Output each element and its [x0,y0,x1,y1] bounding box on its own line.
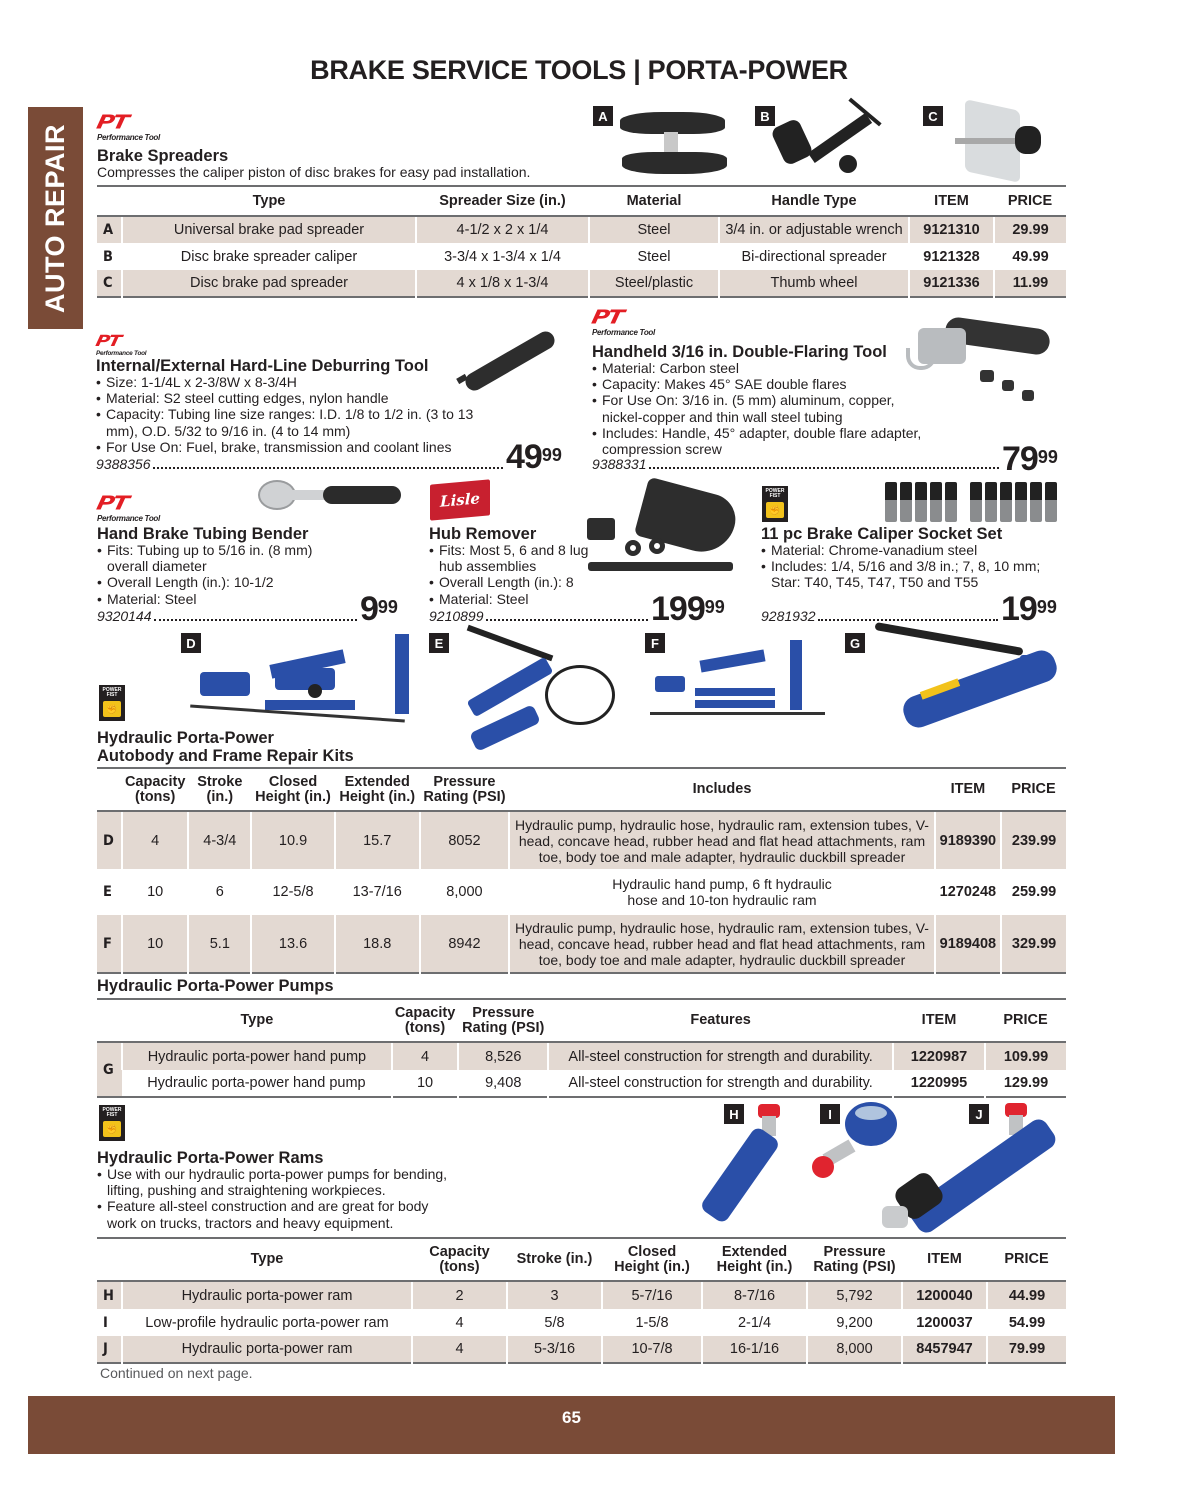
table-row [97,869,1066,915]
brake-spreaders-title: Brake Spreaders [97,147,229,165]
image-label-h: H [724,1104,744,1124]
col-stroke: Stroke (in.) [197,773,243,805]
cell-capacity: 10 [122,869,188,915]
powerfist-logo [99,1105,125,1141]
socket-bit-icon [1045,482,1057,522]
tubing-bender-price [360,592,398,626]
col-handle-type: Handle Type [771,192,857,209]
leader-dots [818,619,998,621]
price-whole: 49 [506,438,542,476]
row-key: H [97,1281,122,1309]
cell-price: 109.99 [985,1042,1066,1070]
cell-stroke: 4-3/4 [188,811,251,869]
cell-closed-height: 5-7/16 [602,1281,702,1309]
hub-remover-price [651,592,725,626]
image-label-j: J [969,1104,989,1124]
cell-size: 3-3/4 x 1-3/4 x 1/4 [416,243,589,270]
section-tab-label: AUTO REPAIR [40,123,71,313]
col-features: Features [690,1012,751,1028]
cell-item: 1200037 [902,1309,987,1336]
fist-icon: ✊ [103,701,121,717]
pt-logo-name: Performance Tool [96,349,147,357]
table-row [97,1336,1066,1363]
spec-item: • Material: S2 steel cutting edges, nylon handle [96,390,486,406]
col-item: ITEM [921,1012,957,1028]
cell-material: Steel/plastic [589,270,719,297]
cell-closed-height: 10.9 [251,811,335,869]
col-key [97,999,122,1042]
deburring-tool-sku-line [96,456,506,472]
table-row [97,270,1066,297]
spec-item: • Capacity: Makes 45° SAE double flares [592,376,922,392]
continued-note: Continued on next page. [100,1365,253,1381]
price-cents: 99 [704,597,725,617]
cell-price: 239.99 [1001,811,1066,869]
col-includes: Includes [692,781,752,797]
footer-bar [28,1396,1115,1454]
cell-price: 54.99 [987,1309,1066,1336]
spec-item: • Fits: Tubing up to 5/16 in. (8 mm) overall diameter [97,542,342,574]
col-item: ITEM [927,1251,962,1267]
cell-size: 4 x 1/8 x 1-3/4 [416,270,589,297]
fist-icon: ✊ [766,502,784,518]
deburring-tool-title: Internal/External Hard-Line Deburring Tool [96,357,429,375]
cell-item: 9121310 [909,216,994,243]
cell-stroke: 6 [188,869,251,915]
socket-bit-icon [945,482,957,522]
cell-item: 9121328 [909,243,994,270]
hub-remover-specs [429,542,594,607]
spec-item: • Material: Carbon steel [592,360,922,376]
col-extended-height: Extended Height (in.) [716,1243,793,1275]
cell-extended-height: 8-7/16 [702,1281,807,1309]
col-key [97,186,122,216]
tubing-bender-title: Hand Brake Tubing Bender [97,525,309,543]
cell-extended-height: 15.7 [335,811,420,869]
rams-table [97,1237,1066,1364]
cell-includes: Hydraulic pump, hydraulic hose, hydraulic ram, extension tubes, V-head, concave head, rubber head and flat head attachments, ram toe, body toe and male adapter, hydraulic duckbill spreader [509,811,934,869]
performance-tool-logo [94,491,177,523]
col-material: Material [626,192,682,209]
cell-extended-height: 16-1/16 [702,1336,807,1363]
col-type: Type [252,192,286,209]
table-row [97,1281,1066,1309]
socket-set-sku-line [761,608,1001,624]
leader-dots [486,619,648,621]
cell-price: 259.99 [1001,869,1066,915]
cell-handle: Bi-directional spreader [719,243,909,270]
leader-dots [154,619,357,621]
col-key [97,768,122,811]
spec-item: • Capacity: Tubing line size ranges: I.D. 1/8 to 1/2 in. (3 to 13 mm), O.D. 5/32 to 9/16 in. (4 to 14 mm) [96,406,486,438]
powerfist-logo [99,685,125,721]
cell-price: 11.99 [994,270,1066,297]
performance-tool-logo [589,305,672,337]
sku-number: 9388356 [96,456,151,472]
repair-kit-e-image [455,630,630,750]
col-price: PRICE [1007,192,1053,209]
cell-price: 29.99 [994,216,1066,243]
ram-h-image [680,1100,790,1235]
rams-title: Hydraulic Porta-Power Rams [97,1149,324,1167]
spec-item: • Material: Steel [429,591,594,607]
cell-pressure: 9,200 [807,1309,902,1336]
hand-pump-g-image [870,625,1070,745]
price-whole: 9 [360,590,378,628]
price-cents: 99 [377,597,398,617]
disc-brake-pad-spreader-image [945,100,1055,180]
spec-item: • Size: 1-1/4L x 2-3/8W x 8-3/4H [96,374,486,390]
spec-item: • Feature all-steel construction and are great for body work on trucks, tractors and heavy equipment. [97,1198,457,1230]
pt-logo-mark: PT [589,305,625,329]
cell-pressure: 8,000 [807,1336,902,1363]
socket-set-title: 11 pc Brake Caliper Socket Set [761,525,1003,543]
socket-set-image [885,482,1065,524]
page-title: BRAKE SERVICE TOOLS | PORTA-POWER [310,55,848,85]
col-capacity: Capacity (tons) [124,773,186,805]
price-whole: 79 [1002,440,1038,478]
disc-brake-spreader-caliper-image [775,100,890,180]
cell-price: 79.99 [987,1336,1066,1363]
col-price: PRICE [1011,781,1056,797]
cell-pressure: 8052 [420,811,510,869]
performance-tool-logo [94,110,177,142]
col-closed-height: Closed Height (in.) [614,1243,690,1275]
socket-bit-icon [900,482,912,522]
col-price: PRICE [1004,1251,1049,1267]
price-cents: 99 [541,445,562,465]
image-label-g: G [845,633,865,653]
row-key: A [97,216,122,243]
col-type: Type [240,1012,274,1028]
sku-number: 9320144 [97,608,152,624]
spec-item: • Use with our hydraulic porta-power pumps for bending, lifting, pushing and straightening workpieces. [97,1166,487,1198]
socket-bit-icon [1000,482,1012,522]
table-row [97,1042,1066,1070]
socket-bit-icon [915,482,927,522]
table-row [97,243,1066,270]
cell-pressure: 9,408 [458,1070,548,1097]
row-key: D [97,811,122,869]
tubing-bender-specs [97,542,342,607]
col-closed-height: Closed Height (in.) [255,773,331,805]
pumps-table [97,998,1066,1098]
spec-item: • Material: Chrome-vanadium steel [761,542,1071,558]
socket-bit-icon [930,482,942,522]
cell-closed-height: 1-5/8 [602,1309,702,1336]
col-pressure-rating: Pressure Rating (PSI) [462,1004,545,1036]
universal-brake-pad-spreader-image [620,110,735,180]
cell-type: Hydraulic porta-power ram [122,1336,412,1363]
spec-item: • Overall Length (in.): 10-1/2 [97,574,342,590]
repair-kits-table [97,767,1066,974]
cell-features: All-steel construction for strength and durability. [548,1070,893,1097]
hub-remover-sku-line [429,608,651,624]
image-label-c: C [923,106,943,126]
hub-remover-title: Hub Remover [429,525,537,543]
table-row [97,811,1066,869]
row-key: I [103,1314,108,1331]
repair-kits-title-line1: Hydraulic Porta-Power [97,729,274,747]
cell-closed-height: 12-5/8 [251,869,335,915]
ram-j-image [880,1100,1060,1235]
cell-handle: Thumb wheel [719,270,909,297]
powerfist-logo-text: POWER FIST [765,488,785,499]
leader-dots [649,467,999,469]
cell-pressure: 8942 [420,915,510,973]
cell-pressure: 8,000 [420,869,510,915]
pt-logo-name: Performance Tool [592,328,655,337]
sku-number: 9210899 [429,608,484,624]
cell-includes: Hydraulic hand pump, 6 ft hydraulic hose and 10-ton hydraulic ram [509,869,934,915]
cell-size: 4-1/2 x 2 x 1/4 [416,216,589,243]
page-number: 65 [562,1408,581,1427]
brake-spreaders-description: Compresses the caliper piston of disc brakes for easy pad installation. [97,164,531,180]
cell-item: 1220987 [893,1042,985,1070]
table-row [97,1309,1066,1336]
col-extended-height: Extended Height (in.) [339,773,416,805]
pt-logo-mark: PT [94,331,122,350]
fist-icon: ✊ [103,1121,121,1137]
cell-extended-height: 13-7/16 [335,869,420,915]
col-pressure-rating: Pressure Rating (PSI) [813,1243,896,1275]
cell-type: Universal brake pad spreader [122,216,416,243]
socket-bit-icon [1030,482,1042,522]
cell-stroke: 5-3/16 [507,1336,602,1363]
socket-bit-icon [885,482,897,522]
cell-material: Steel [589,243,719,270]
double-flaring-tool-specs [592,360,922,457]
image-label-f: F [645,633,665,653]
table-row [97,915,1066,973]
cell-price: 329.99 [1001,915,1066,973]
repair-kit-d-image [190,632,415,732]
cell-type: Hydraulic porta-power ram [122,1281,412,1309]
double-flaring-tool-image [900,318,1060,413]
row-key: G [97,1042,122,1097]
spec-item: • Includes: 1/4, 5/16 and 3/8 in.; 7, 8, 10 mm; Star: T40, T45, T47, T50 and T55 [761,558,1066,590]
col-stroke: Stroke (in.) [516,1251,593,1267]
pumps-title: Hydraulic Porta-Power Pumps [97,977,334,995]
price-cents: 99 [1036,597,1057,617]
table-row [97,1070,1066,1097]
pt-logo-name: Performance Tool [97,133,160,142]
image-label-i: I [820,1104,840,1124]
cell-item: 1200040 [902,1281,987,1309]
powerfist-logo-text: POWER FIST [102,1107,122,1118]
cell-item: 9121336 [909,270,994,297]
col-item: ITEM [950,781,986,797]
row-key: J [97,1336,122,1363]
row-key: C [97,270,122,297]
sku-number: 9281932 [761,608,816,624]
cell-handle: 3/4 in. or adjustable wrench [719,216,909,243]
sku-number: 9388331 [592,456,647,472]
cell-includes: Hydraulic pump, hydraulic hose, hydraulic ram, extension tubes, V-head, concave head, rubber head and flat head attachments, ram toe, body toe and male adapter, hydraulic duckbill spreader [509,915,934,973]
cell-item: 9189408 [935,915,1001,973]
col-price: PRICE [1003,1012,1048,1028]
row-key: E [103,884,112,900]
socket-set-specs [761,542,1071,591]
price-whole: 199 [651,590,705,628]
cell-capacity: 4 [412,1309,507,1336]
hub-remover-image [585,488,745,578]
cell-item: 8457947 [902,1336,987,1363]
cell-extended-height: 2-1/4 [702,1309,807,1336]
image-label-b: B [755,106,775,126]
cell-capacity: 10 [392,1070,458,1097]
cell-extended-height: 18.8 [335,915,420,973]
col-spreader-size: Spreader Size (in.) [439,192,566,209]
spec-item: • Material: Steel [97,591,342,607]
cell-closed-height: 13.6 [251,915,335,973]
col-key [97,1238,122,1281]
cell-pressure: 8,526 [458,1042,548,1070]
powerfist-logo [762,486,788,522]
cell-type: Hydraulic porta-power hand pump [147,1075,366,1091]
socket-set-price [1001,592,1057,626]
double-flaring-tool-sku-line [592,456,1002,472]
repair-kits-title-line2: Autobody and Frame Repair Kits [97,747,354,765]
image-label-e: E [429,633,449,653]
leader-dots [153,467,503,469]
price-cents: 99 [1037,447,1058,467]
col-pressure-rating: Pressure Rating (PSI) [423,773,506,805]
cell-price: 129.99 [985,1070,1066,1097]
repair-kits-title [97,729,354,765]
image-label-d: D [181,633,201,653]
cell-stroke: 5/8 [507,1309,602,1336]
tubing-bender-sku-line [97,608,360,624]
row-key: B [103,248,113,265]
cell-pressure: 5,792 [807,1281,902,1309]
deburring-tool-specs [96,374,486,455]
cell-closed-height: 10-7/8 [602,1336,702,1363]
cell-capacity: 4 [122,811,188,869]
col-item: ITEM [934,192,969,209]
cell-item: 9189390 [935,811,1001,869]
tubing-bender-image [258,478,403,518]
socket-bit-icon [1015,482,1027,522]
pt-logo-mark: PT [94,110,130,134]
socket-bit-icon [985,482,997,522]
double-flaring-tool-price [1002,442,1058,476]
cell-stroke: 5.1 [188,915,251,973]
cell-type: Disc brake spreader caliper [122,243,416,270]
cell-type: Hydraulic porta-power hand pump [122,1042,392,1070]
cell-stroke: 3 [507,1281,602,1309]
cell-capacity: 2 [412,1281,507,1309]
cell-item: 1270248 [935,869,1001,915]
cell-price: 49.99 [994,243,1066,270]
cell-material: Steel [589,216,719,243]
performance-tool-logo [96,332,160,357]
cell-features: All-steel construction for strength and durability. [548,1042,893,1070]
socket-bit-icon [970,482,982,522]
repair-kit-f-image [650,640,830,725]
row-key: F [97,915,122,973]
spec-item: • For Use On: Fuel, brake, transmission and coolant lines [96,439,486,455]
col-capacity: Capacity (tons) [394,1004,456,1036]
col-type: Type [250,1251,284,1267]
double-flaring-tool-title: Handheld 3/16 in. Double-Flaring Tool [592,343,887,361]
brake-spreaders-table [97,185,1066,298]
cell-price: 44.99 [987,1281,1066,1309]
spec-item: • Overall Length (in.): 8 [429,574,594,590]
cell-type: Low-profile hydraulic porta-power ram [122,1309,412,1336]
spec-item: • Includes: Handle, 45° adapter, double flare adapter, compression screw [592,425,922,457]
pt-logo-mark: PT [94,491,130,515]
lisle-logo-text: Lisle [440,489,480,511]
cell-capacity: 4 [412,1336,507,1363]
deburring-tool-price [506,440,562,474]
cell-capacity: 10 [122,915,188,973]
cell-type: Disc brake pad spreader [122,270,416,297]
rams-specs [97,1166,487,1231]
image-label-a: A [593,106,613,126]
powerfist-logo-text: POWER FIST [102,687,122,698]
cell-capacity: 4 [392,1042,458,1070]
table-row [97,216,1066,243]
section-tab [28,107,83,329]
spec-item: • For Use On: 3/16 in. (5 mm) aluminum, copper, nickel-copper and thin wall steel tubing [592,392,922,424]
price-whole: 19 [1001,590,1037,628]
pt-logo-name: Performance Tool [97,514,160,523]
spec-item: • Fits: Most 5, 6 and 8 lug hub assemblies [429,542,594,574]
lisle-logo [430,479,490,520]
cell-item: 1220995 [893,1070,985,1097]
col-capacity: Capacity (tons) [429,1243,490,1275]
